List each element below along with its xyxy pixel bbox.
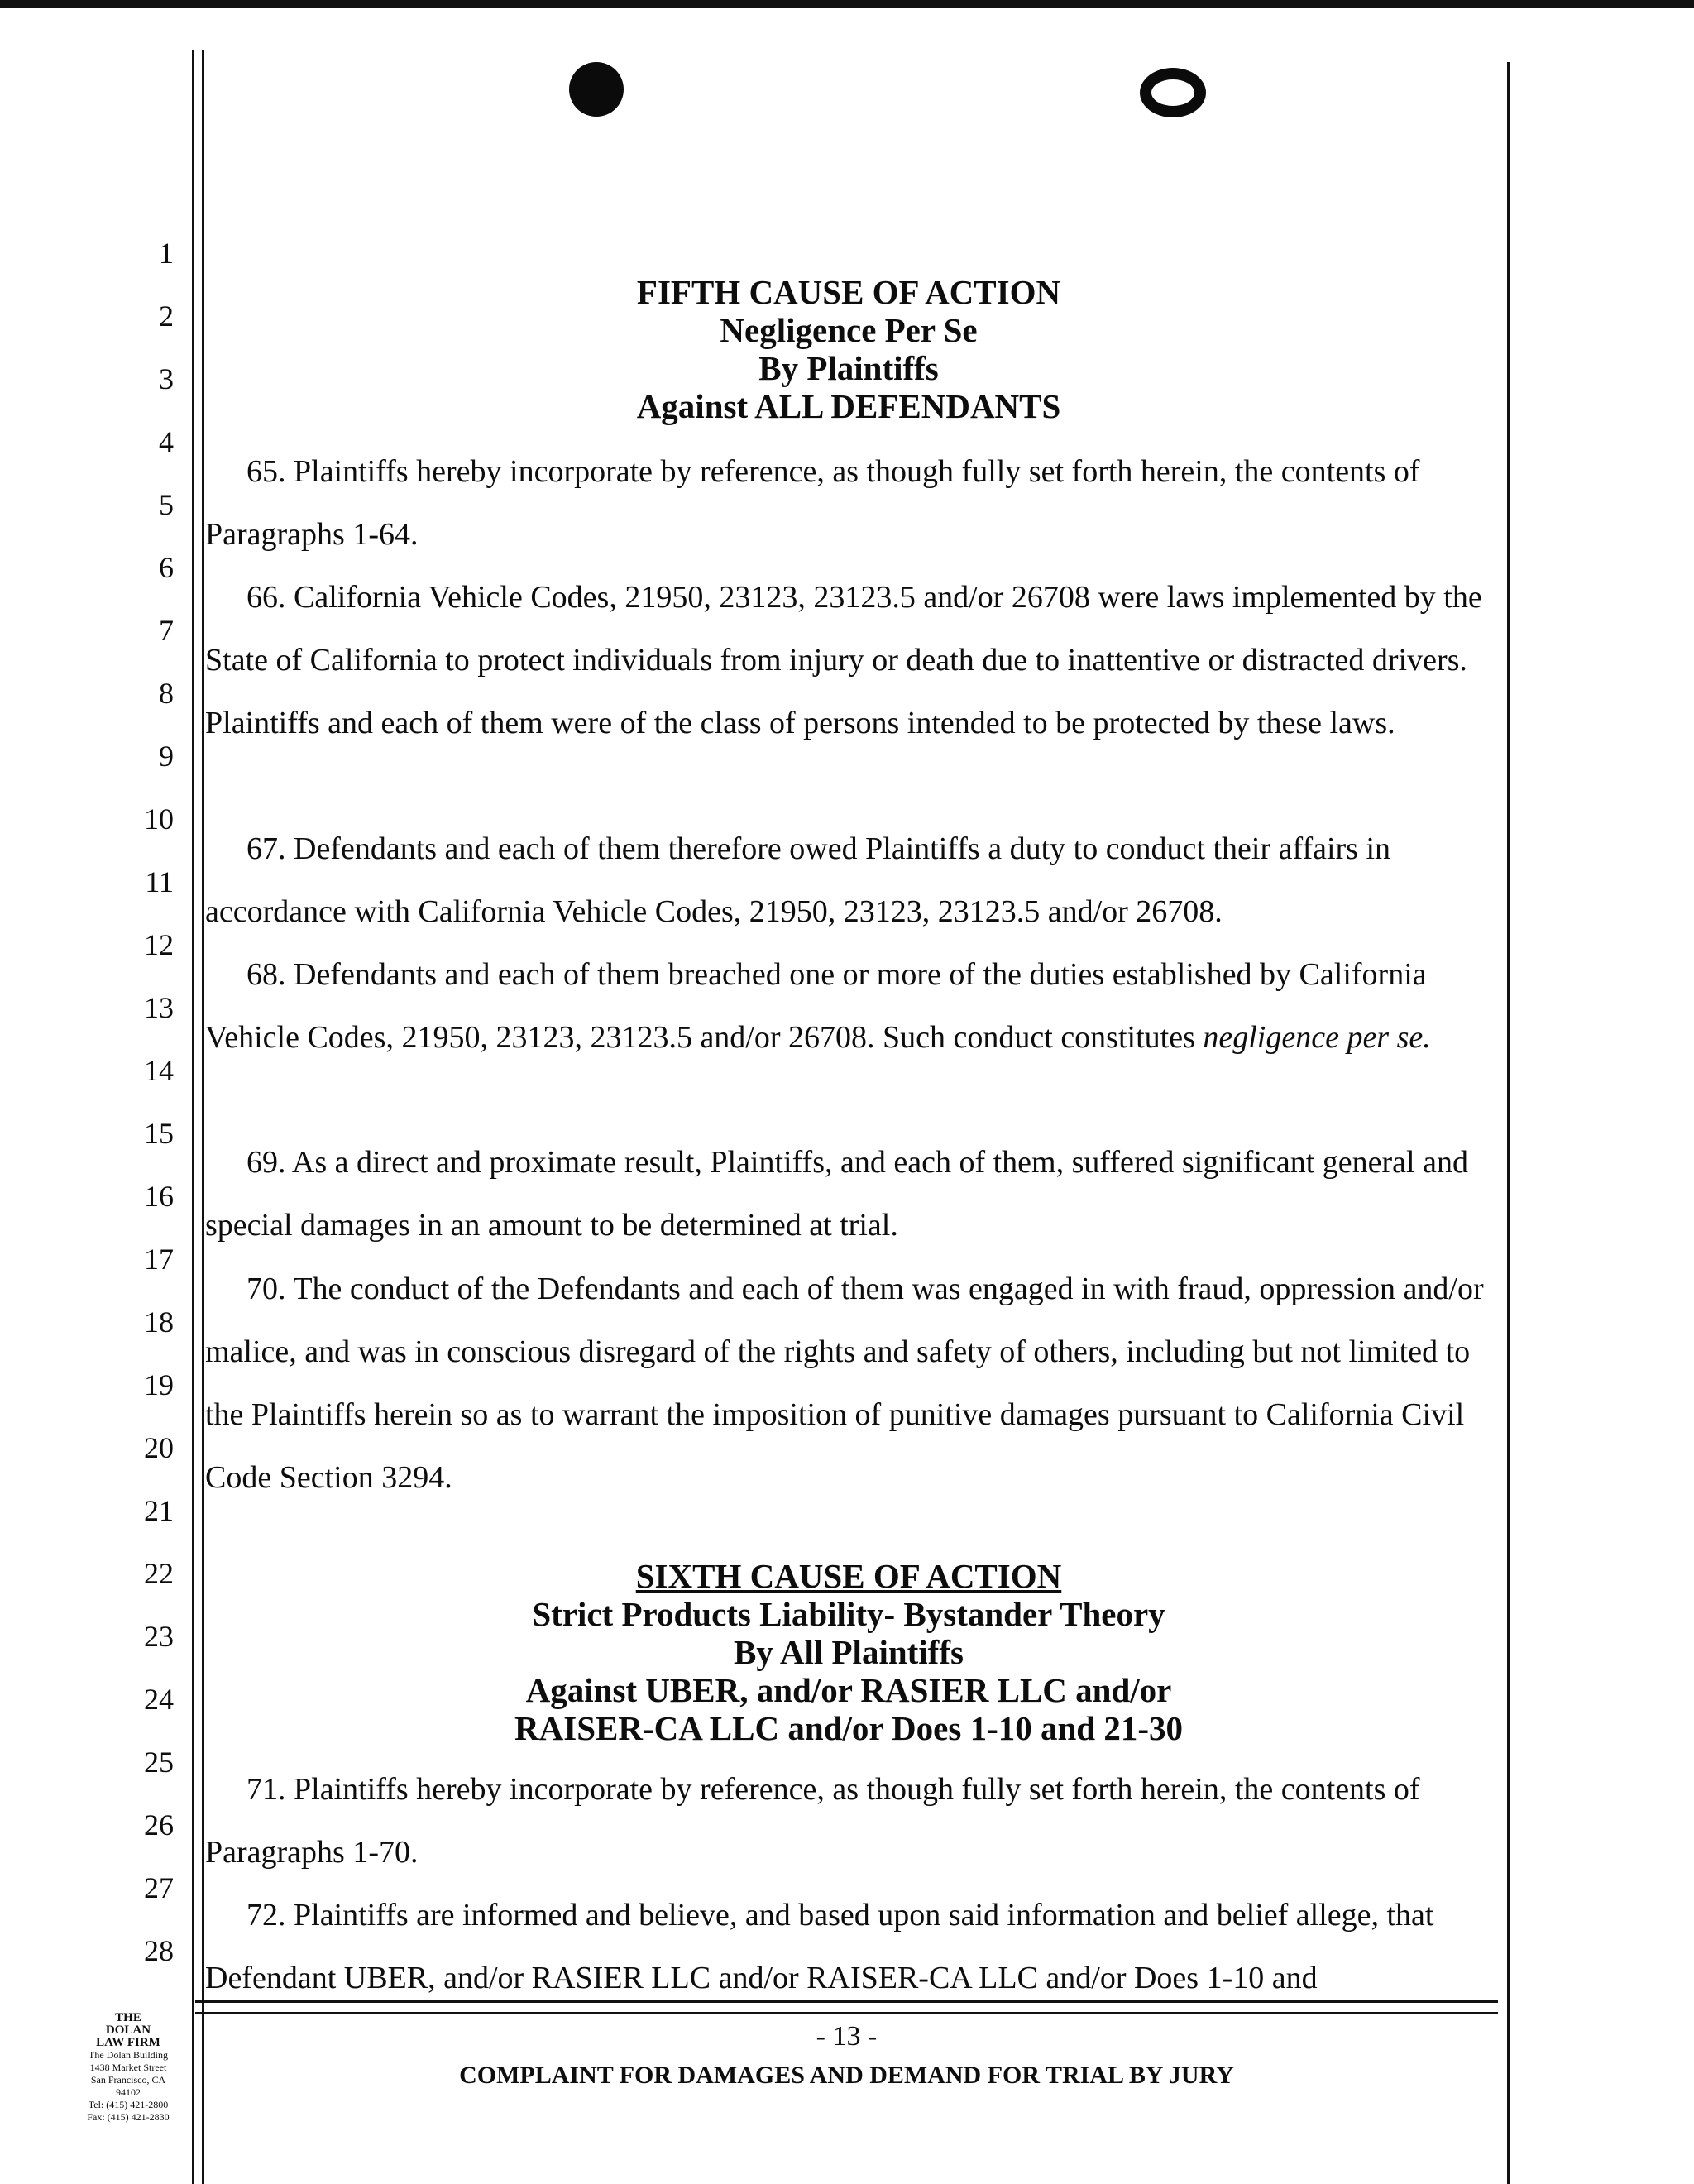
right-margin-line xyxy=(1507,62,1510,2184)
line-number: 10 xyxy=(144,802,174,836)
line-number: 6 xyxy=(159,551,174,584)
paragraph-67: 67. Defendants and each of them therefore owed Plaintiffs a duty to conduct their affairs in accordance with California Vehicle Codes, 21950, 23123, 23123.5 and/or 26708. xyxy=(205,831,1391,929)
line-number: 3 xyxy=(159,362,174,395)
line-number: 23 xyxy=(144,1620,174,1653)
firm-line: 1438 Market Street xyxy=(89,2062,167,2073)
punch-hole-right xyxy=(1140,68,1206,117)
sixth-cause-against-2: RAISER-CA LLC and/or Does 1-10 and 21-30 xyxy=(514,1709,1183,1747)
line-number: 13 xyxy=(144,991,174,1024)
line-number: 27 xyxy=(144,1871,174,1904)
line-number: 8 xyxy=(159,677,174,710)
paragraph-68-text: 68. Defendants and each of them breached one or more of the duties established by California Vehicle Codes, 21950, 23123, 23123.5 and/or 26708. Such conduct constitutes xyxy=(205,957,1427,1055)
fifth-cause-heading xyxy=(195,273,1502,425)
line-number: 9 xyxy=(159,740,174,773)
page-number: - 13 - xyxy=(816,2021,878,2052)
line-number: 20 xyxy=(144,1431,174,1464)
sixth-cause-heading xyxy=(195,1557,1502,1747)
fifth-cause-by: By Plaintiffs xyxy=(758,349,939,387)
firm-line: The Dolan Building xyxy=(89,2049,168,2061)
line-number: 16 xyxy=(144,1180,174,1213)
line-number: 12 xyxy=(144,928,174,961)
line-number: 24 xyxy=(144,1683,174,1716)
sixth-cause-against-1: Against UBER, and/or RASIER LLC and/or xyxy=(525,1671,1172,1709)
line-number: 28 xyxy=(144,1934,174,1967)
firm-line: THE xyxy=(115,2011,141,2024)
sixth-cause-title: SIXTH CAUSE OF ACTION xyxy=(635,1557,1062,1595)
punch-hole-left xyxy=(569,62,624,117)
fifth-cause-subtitle: Negligence Per Se xyxy=(720,311,978,349)
line-number: 19 xyxy=(144,1368,174,1401)
line-number: 1 xyxy=(159,237,174,270)
paragraph-71: 71. Plaintiffs hereby incorporate by reference, as though fully set forth herein, the contents of Paragraphs 1-70. xyxy=(205,1772,1420,1870)
fifth-cause-title: FIFTH CAUSE OF ACTION xyxy=(636,273,1061,311)
paragraph-68 xyxy=(205,943,1495,1069)
line-number: 26 xyxy=(144,1808,174,1842)
paragraph-65: 65. Plaintiffs hereby incorporate by reference, as though fully set forth herein, the contents of Paragraphs 1-64. xyxy=(205,454,1420,552)
line-number: 11 xyxy=(145,865,174,898)
paragraph-66: 66. California Vehicle Codes, 21950, 23123, 23123.5 and/or 26708 were laws implemented by the State of California to protect individuals from injury or death due to inattentive or distracted drivers. Plaintiffs and each of them were of the class of persons intended to be protected by these laws. xyxy=(205,580,1482,740)
footer-document-title: COMPLAINT FOR DAMAGES AND DEMAND FOR TRIAL BY JURY xyxy=(459,2062,1234,2089)
fifth-cause-against: Against ALL DEFENDANTS xyxy=(636,387,1061,425)
line-number: 14 xyxy=(144,1054,174,1087)
firm-line: DOLAN xyxy=(105,2024,151,2037)
line-number: 18 xyxy=(144,1305,174,1339)
firm-line: Fax: (415) 421-2830 xyxy=(87,2111,170,2123)
pleading-line-numbers xyxy=(116,222,174,1982)
line-number: 4 xyxy=(159,425,174,458)
line-number: 25 xyxy=(144,1746,174,1779)
paragraph-70: 70. The conduct of the Defendants and each of them was engaged in with fraud, oppression and/or malice, and was in conscious disregard of the rights and safety of others, including but not limited to the Plaintiffs herein so as to warrant the imposition of punitive damages pursuant to California Civil Code Section 3294. xyxy=(205,1272,1484,1495)
firm-line: LAW FIRM xyxy=(96,2036,160,2049)
paragraph-68-italic: negligence per se. xyxy=(1203,1020,1431,1055)
line-number: 22 xyxy=(144,1557,174,1590)
paragraph-69: 69. As a direct and proximate result, Plaintiffs, and each of them, suffered significant general and special damages in an amount to be determined at trial. xyxy=(205,1145,1468,1243)
line-number: 15 xyxy=(144,1117,174,1150)
sixth-cause-subtitle: Strict Products Liability- Bystander Theory xyxy=(532,1595,1165,1633)
line-number: 2 xyxy=(159,299,174,333)
line-number: 21 xyxy=(144,1494,174,1527)
paragraph-72: 72. Plaintiffs are informed and believe, and based upon said information and belief allege, that Defendant UBER, and/or RASIER LLC and/or RAISER-CA LLC and/or Does 1-10 and xyxy=(205,1898,1434,1995)
footer-rule-top xyxy=(195,2000,1498,2003)
line-number: 7 xyxy=(159,614,174,647)
line-number: 17 xyxy=(144,1243,174,1276)
firm-line: 94102 xyxy=(116,2086,141,2098)
sixth-cause-by: By All Plaintiffs xyxy=(734,1633,964,1671)
law-firm-block xyxy=(66,2012,190,2124)
left-margin-line-outer xyxy=(192,50,194,2184)
top-scan-border xyxy=(0,0,1694,8)
footer-rule-bottom xyxy=(195,2012,1498,2014)
line-number: 5 xyxy=(159,488,174,521)
firm-line: San Francisco, CA xyxy=(90,2074,166,2086)
firm-line: Tel: (415) 421-2800 xyxy=(88,2099,169,2110)
